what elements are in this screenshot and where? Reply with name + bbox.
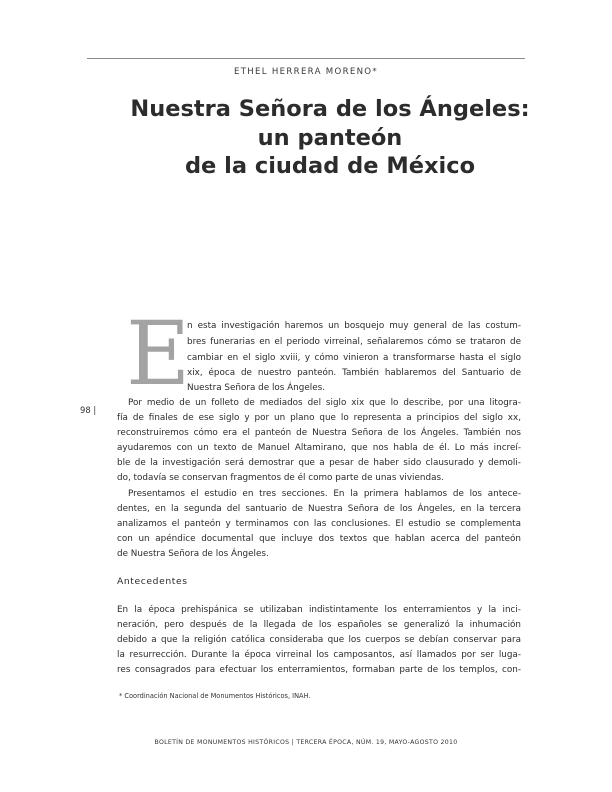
body-line: Por medio de un folleto de mediados del siglo xix que lo describe, por una litogra- (128, 398, 521, 408)
body-line: reconstruiremos cómo era el panteón de Nuestra Señora de los Ángeles. También nos (117, 428, 521, 438)
body-line: neración, pero después de la llegada de los españoles se generalizó la inhumación (117, 620, 521, 630)
title-line-2: un panteón (257, 124, 403, 151)
header-rule (87, 58, 525, 59)
body-line: xix, época de nuestro panteón. También hablaremos del Santuario de (187, 368, 521, 378)
article-title (60, 95, 600, 181)
body-line: En la época prehispánica se utilizaban indistintamente los enterramientos y la inci- (117, 605, 521, 615)
body-line: res consagrados para efectuar los enterramientos, formaban parte de los templos, con- (117, 665, 521, 675)
body-line: de Nuestra Señora de los Ángeles. (117, 549, 269, 559)
body-line: bres funerarias en el periodo virreinal, señalaremos cómo se trataron de (187, 337, 521, 347)
body-line: analizamos el panteón y terminamos con las conclusiones. El estudio se complementa (117, 519, 521, 529)
body-line: con un apéndice documental que incluye dos textos que hablan acerca del panteón (117, 534, 521, 544)
body-line: Presentamos el estudio en tres secciones. En la primera hablamos de los antece- (128, 489, 521, 499)
page-number: 98 | (80, 405, 97, 415)
title-line-3: de la ciudad de México (184, 153, 476, 179)
body-line: ayudaremos con un texto de Manuel Altamirano, que nos habla de él. Lo más increí- (117, 443, 521, 453)
body-line: fía de finales de ese siglo y por un plano que lo representa a principios del siglo xx, (117, 413, 521, 423)
title-line-1: Nuestra Señora de los Ángeles: (130, 96, 530, 122)
body-line: la resurrección. Durante la época virreinal los camposantos, así llamados por ser luga- (117, 650, 521, 660)
body-line: cambiar en el siglo xviii, y cómo vinieron a transformarse hasta el siglo (187, 353, 521, 363)
section-heading: Antecedentes (117, 576, 188, 587)
body-line: dentes, en la segunda del santuario de Nuestra Señora de los Ángeles, en la tercera (117, 504, 521, 514)
body-line: n esta investigación haremos un bosquejo muy general de las costum- (187, 321, 521, 331)
drop-cap: E (126, 302, 191, 405)
author-name: ETHEL HERRERA MORENO* (234, 67, 378, 77)
body-line: do, todavía se conservan fragmentos de él como parte de unas viviendas. (117, 473, 444, 483)
body-line: debido a que la religión católica consideraba que los cuerpos se debían conservar para (117, 635, 521, 645)
body-line: Nuestra Señora de los Ángeles. (187, 383, 325, 393)
footnote: * Coordinación Nacional de Monumentos Históricos, INAH. (119, 692, 311, 700)
journal-footer: BOLETÍN DE MONUMENTOS HISTÓRICOS | TERCERA ÉPOCA, NÚM. 19, MAYO-AGOSTO 2010 (154, 739, 458, 746)
body-line: ble de la investigación será demostrar que a pesar de haber sido clausurado y demoli- (117, 458, 521, 468)
